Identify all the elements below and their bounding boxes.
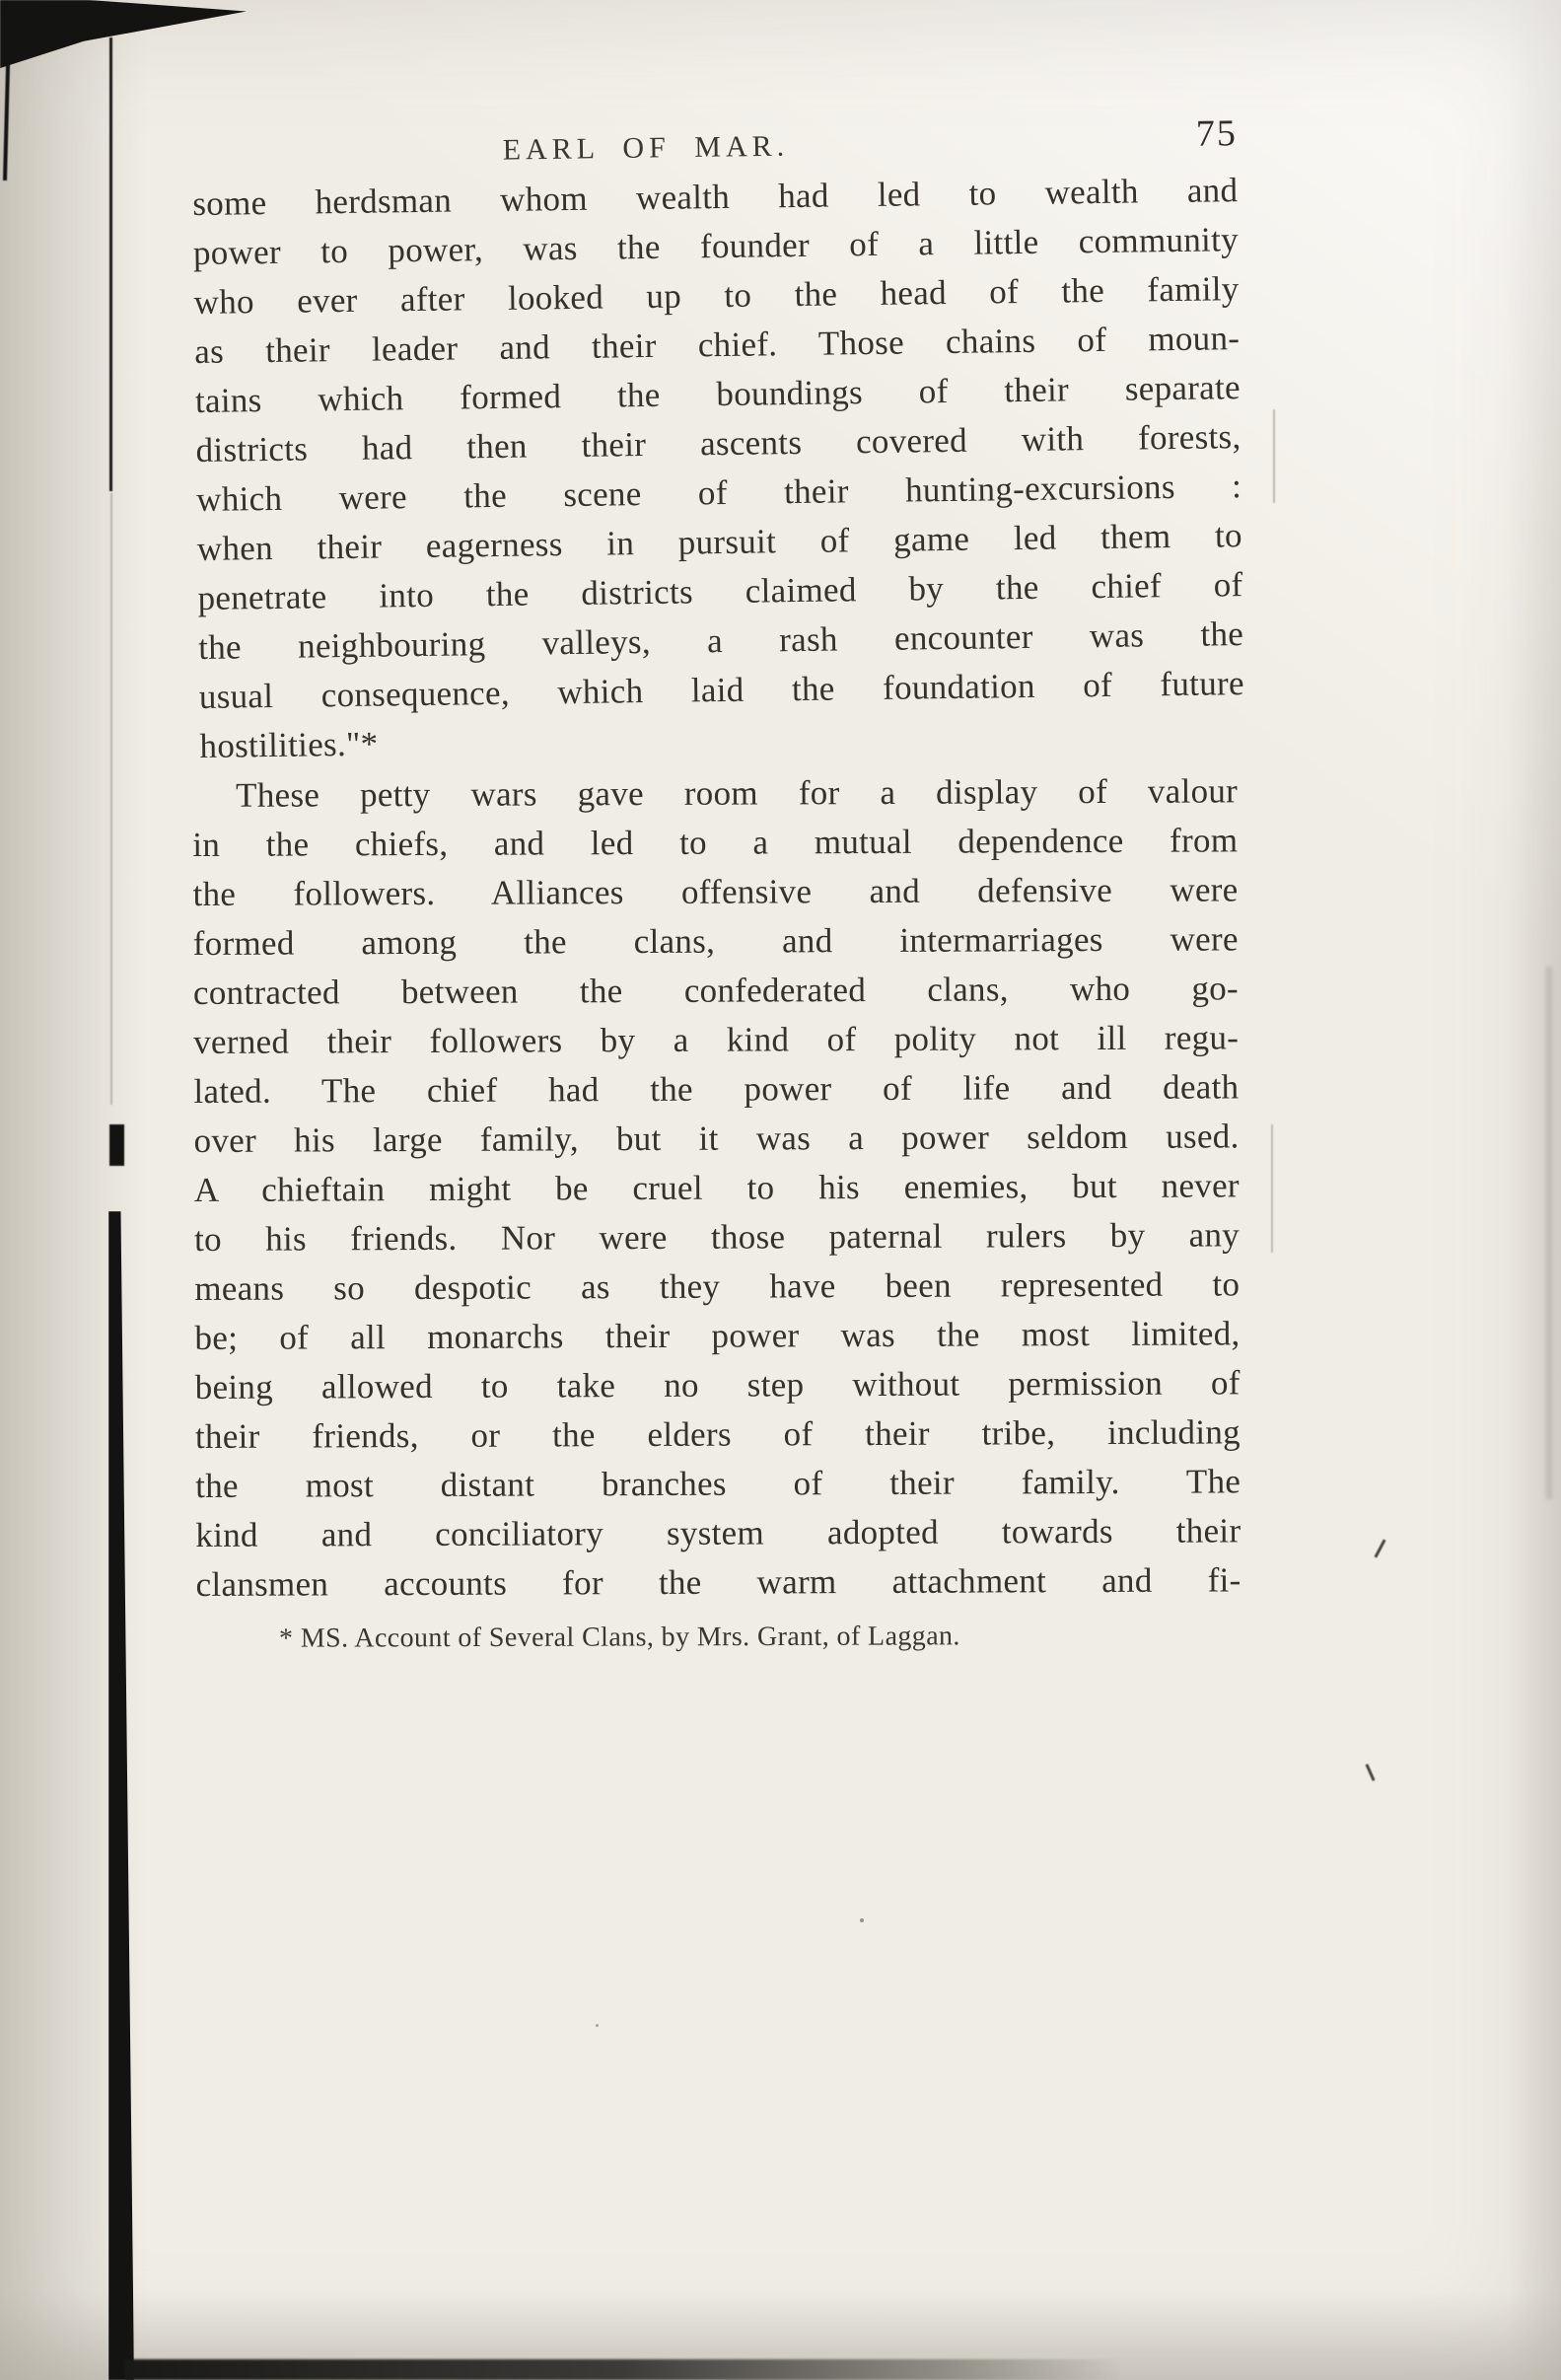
text-line: their friends, or the elders of their tribe, including <box>194 1412 1242 1456</box>
text-line: A chieftain might be cruel to his enemies, but never <box>193 1166 1240 1209</box>
scan-bottom-band <box>124 2359 1120 2380</box>
text-line: power to power, was the founder of a little community <box>192 220 1240 272</box>
text-line: hostilities."* <box>199 724 379 765</box>
scan-speck <box>860 1918 864 1922</box>
text-line: as their leader and their chief. Those chains of moun- <box>194 319 1241 371</box>
text-line: districts had then their ascents covered with forests, <box>195 417 1242 469</box>
scan-speck <box>1365 1764 1375 1781</box>
text-line: clansmen accounts for the warm attachment and fi- <box>195 1560 1242 1604</box>
paragraph <box>192 766 1242 1610</box>
scan-corner-wedge <box>0 0 247 71</box>
text-line: when their eagerness in pursuit of game led them to <box>196 516 1243 568</box>
page-number: 75 <box>1195 112 1239 155</box>
scan-left-bar <box>108 1211 134 2380</box>
text-line: the most distant branches of their family. The <box>195 1462 1242 1505</box>
text-line: who ever after looked up to the head of the family <box>193 269 1240 322</box>
text-line: to his friends. Nor were those paternal rulers by any <box>193 1215 1241 1259</box>
text-line: tains which formed the boundings of their separate <box>194 368 1242 420</box>
scan-left-dash <box>109 1124 124 1166</box>
scan-speck <box>1374 1539 1385 1557</box>
text-line: These petty wars gave room for a display of valour <box>236 771 1239 815</box>
text-line: the followers. Alliances offensive and defensive were <box>192 870 1239 913</box>
scan-right-mark <box>1271 1124 1273 1253</box>
text-line: usual consequence, which laid the foundation of future <box>198 664 1245 716</box>
text-line: contracted between the confederated clans, who go- <box>192 969 1240 1012</box>
text-line: some herdsman whom wealth had led to wealth and <box>192 171 1239 223</box>
text-line: penetrate into the districts claimed by the chief of <box>197 565 1243 617</box>
text-line: verned their followers by a kind of polity not ill regu- <box>193 1018 1240 1061</box>
text-line: being allowed to take no step without permission of <box>194 1363 1241 1406</box>
scan-left-line-faint <box>110 493 112 1105</box>
text-line: in the chiefs, and led to a mutual dependence from <box>192 821 1239 864</box>
text-line: the neighbouring valleys, a rash encounter was the <box>197 614 1244 667</box>
text-line: be; of all monarchs their power was the most limited, <box>194 1314 1241 1357</box>
text-block <box>192 171 1245 1610</box>
text-line: formed among the clans, and intermarriages were <box>192 919 1239 963</box>
scan-right-streak <box>1546 967 1552 1499</box>
text-line: kind and conciliatory system adopted towards their <box>195 1511 1242 1554</box>
footnote: * MS. Account of Several Clans, by Mrs. Grant, of Laggan. <box>278 1621 960 1654</box>
text-line: means so despotic as they have been represented to <box>194 1264 1241 1308</box>
scan-left-line <box>109 37 112 491</box>
text-line: lated. The chief had the power of life and death <box>193 1067 1240 1111</box>
text-line: which were the scene of their hunting-excursions : <box>195 467 1242 519</box>
running-title: EARL OF MAR. <box>502 129 790 167</box>
paragraph <box>192 166 1245 771</box>
scan-speck <box>596 2024 599 2027</box>
scan-right-mark <box>1273 409 1275 503</box>
text-line: over his large family, but it was a power seldom used. <box>193 1117 1240 1160</box>
